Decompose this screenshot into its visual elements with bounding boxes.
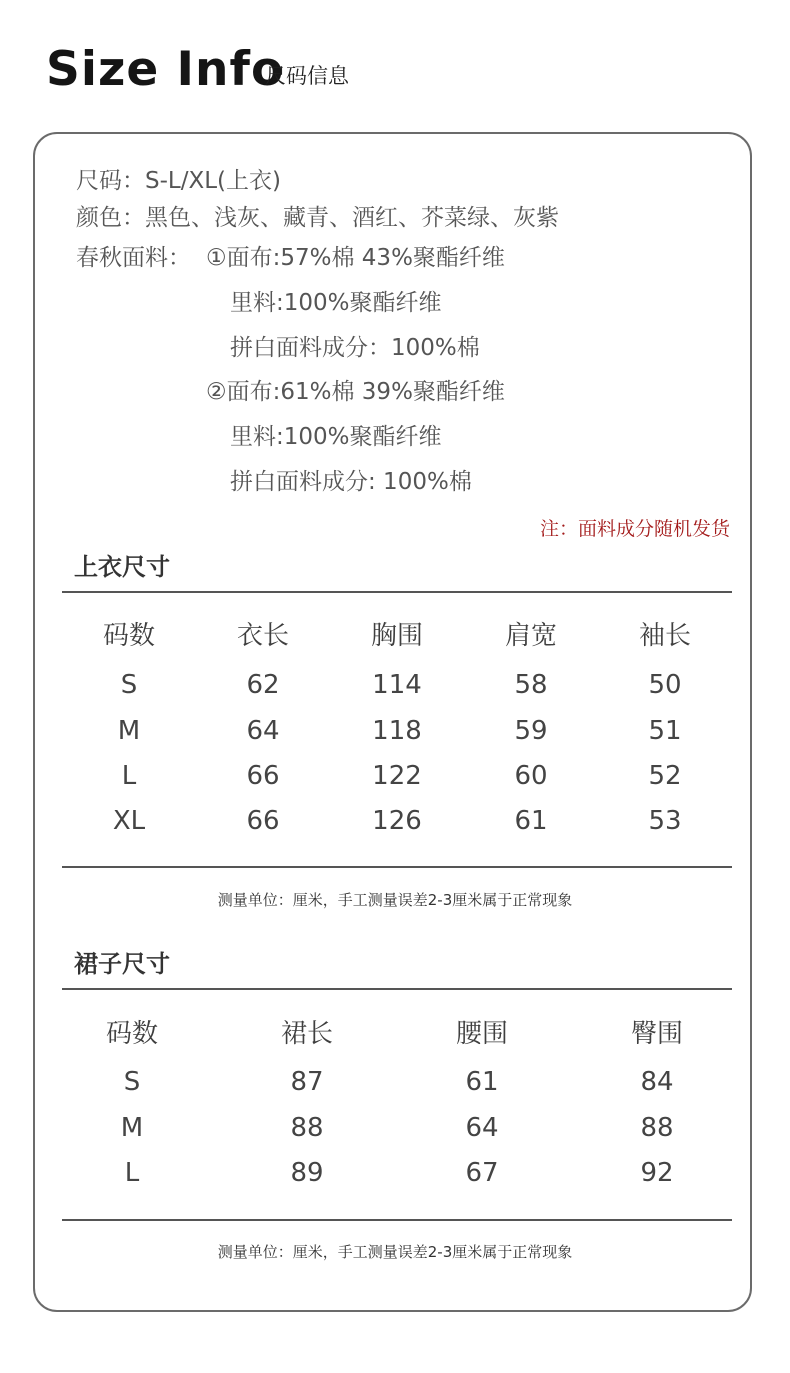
size-cell: L: [124, 1158, 140, 1188]
chest-cell: 122: [372, 761, 422, 791]
shoulder-cell: 58: [514, 670, 548, 700]
fabric-line-3: 拼白面料成分：100%棉: [230, 335, 480, 361]
fabric-note: 注：面料成分随机发货: [539, 518, 730, 540]
sleeve-cell: 50: [648, 670, 682, 700]
column-header: 臀围: [630, 1019, 684, 1049]
hip-cell: 84: [640, 1067, 674, 1097]
divider: [62, 988, 732, 990]
length-cell: 64: [246, 716, 280, 746]
measurement-footnote: 测量单位：厘米，手工测量误差2-3厘米属于正常现象: [217, 891, 573, 909]
title-chinese: 尺码信息: [265, 64, 349, 88]
column-header: 肩宽: [504, 621, 558, 651]
column-header: 胸围: [370, 621, 424, 651]
color-list: 颜色：黑色、浅灰、藏青、酒红、芥菜绿、灰紫: [76, 205, 559, 231]
divider: [62, 591, 732, 593]
divider: [62, 866, 732, 868]
divider: [62, 1219, 732, 1221]
column-header: 袖长: [638, 621, 692, 651]
chest-cell: 118: [372, 716, 422, 746]
waist-cell: 64: [465, 1113, 499, 1143]
fabric-line-2: 里料:100%聚酯纤维: [230, 290, 442, 316]
size-cell: L: [121, 761, 137, 791]
table-row: [62, 803, 732, 839]
shoulder-cell: 59: [514, 716, 548, 746]
size-cell: XL: [112, 806, 146, 836]
column-header: 裙长: [280, 1019, 334, 1049]
hip-cell: 92: [640, 1158, 674, 1188]
skirt-length-cell: 87: [290, 1067, 324, 1097]
sleeve-cell: 52: [648, 761, 682, 791]
waist-cell: 67: [465, 1158, 499, 1188]
size-range: 尺码：S-L/XL(上衣): [76, 168, 281, 194]
fabric-line-5: 里料:100%聚酯纤维: [230, 424, 442, 450]
table-row: [62, 667, 732, 703]
chest-cell: 114: [372, 670, 422, 700]
shoulder-cell: 61: [514, 806, 548, 836]
fabric-line-1: ①面布:57%棉 43%聚酯纤维: [206, 245, 505, 271]
title-english: Size Info: [46, 42, 285, 97]
waist-cell: 61: [465, 1067, 499, 1097]
fabric-line-6: 拼白面料成分: 100%棉: [230, 469, 472, 495]
chest-cell: 126: [372, 806, 422, 836]
length-cell: 62: [246, 670, 280, 700]
shoulder-cell: 60: [514, 761, 548, 791]
table-row: [62, 1110, 732, 1146]
column-header: 腰围: [455, 1019, 509, 1049]
top-size-title: 上衣尺寸: [74, 553, 170, 581]
table-row: [62, 1155, 732, 1191]
column-header: 衣长: [236, 621, 290, 651]
skirt-size-title: 裙子尺寸: [74, 950, 170, 978]
length-cell: 66: [246, 806, 280, 836]
table-header-row: [62, 1016, 732, 1052]
skirt-length-cell: 88: [290, 1113, 324, 1143]
size-cell: S: [120, 670, 138, 700]
table-row: [62, 1064, 732, 1100]
column-header: 码数: [105, 1019, 159, 1049]
size-cell: M: [120, 1113, 144, 1143]
fabric-label: 春秋面料：: [76, 245, 191, 271]
measurement-footnote: 测量单位：厘米，手工测量误差2-3厘米属于正常现象: [217, 1243, 573, 1261]
table-row: [62, 713, 732, 749]
sleeve-cell: 53: [648, 806, 682, 836]
size-cell: S: [123, 1067, 141, 1097]
fabric-line-4: ②面布:61%棉 39%聚酯纤维: [206, 379, 505, 405]
column-header: 码数: [102, 621, 156, 651]
sleeve-cell: 51: [648, 716, 682, 746]
size-cell: M: [117, 716, 141, 746]
hip-cell: 88: [640, 1113, 674, 1143]
table-row: [62, 758, 732, 794]
skirt-length-cell: 89: [290, 1158, 324, 1188]
table-header-row: [62, 618, 732, 654]
length-cell: 66: [246, 761, 280, 791]
